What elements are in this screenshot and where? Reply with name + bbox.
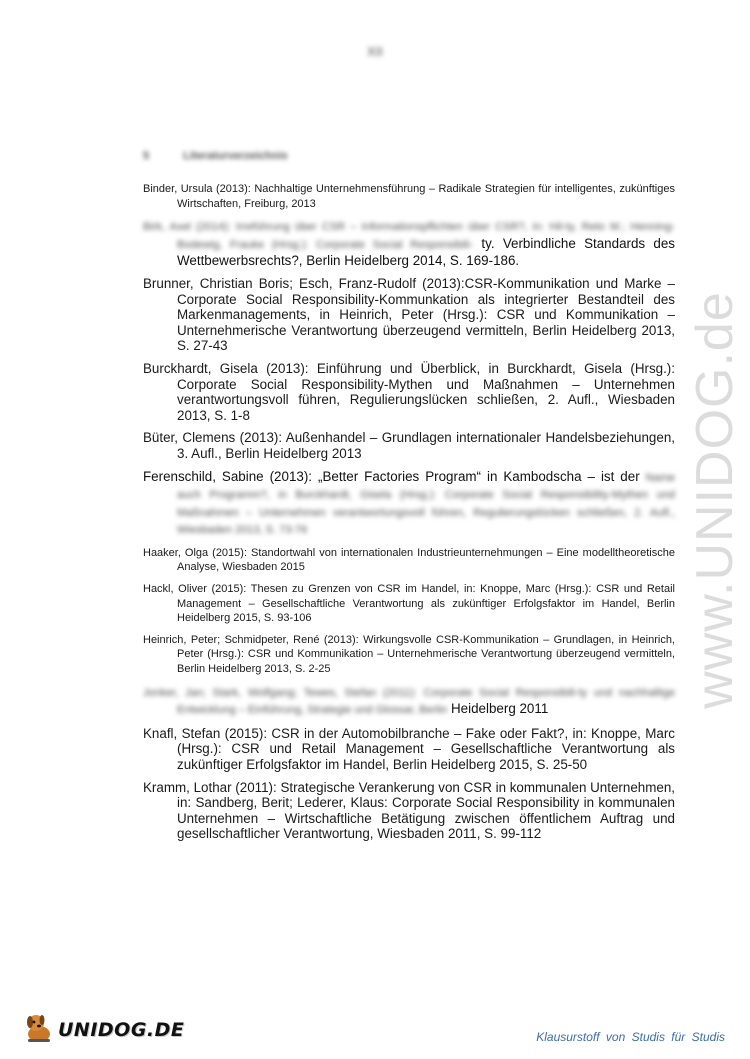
reference-blurred-part: Birk, Axel (2014): Irreführung über CSR – Informationspflichten über CSR?, in: Hil-ty, Reto M.; Henning-Bodewig, Frauke (Hrsg.): Corporate Social Responsibili- <box>143 221 675 251</box>
page-number: XII <box>367 44 383 59</box>
reference-visible-part: Ferenschild, Sabine (2013): „Better Factories Program“ in Kambodscha – ist der <box>143 468 640 484</box>
section-heading <box>143 150 288 162</box>
reference-entry: Hackl, Oliver (2015): Thesen zu Grenzen von CSR im Handel, in: Knoppe, Marc (Hrsg.): CSR und Retail Management – Gesellschaftliche Verantwortung als zukünftiger Erfolgsfaktor im Handel, Berlin Heidelberg 2015, S. 93-106 <box>143 583 675 625</box>
reference-entry <box>143 684 675 719</box>
reference-visible-part: Heidelberg 2011 <box>451 701 549 717</box>
reference-blurred-part: Name auch Programm?, in Burckhardt, Gisela (Hrsg.): Corporate Social Responsibility-Mythen und Maßnahmen – Unternehmen verantwortungsvoll führen, Regulierungslücken schließen, 2. Aufl., Wiesbaden 2013, S. 73-76 <box>177 471 675 537</box>
reference-blurred-part: Jonker, Jan; Stark, Wolfgang; Tewes, Stefan (2011): Corporate Social Responsibili-ty und nachhaltige Entwicklung – Einführung, Strategie und Glossar, Berlin <box>143 686 675 717</box>
reference-entry: Binder, Ursula (2013): Nachhaltige Unternehmensführung – Radikale Strategien für intelligentes, zukünftiges Wirtschaften, Freiburg, 2013 <box>143 183 675 210</box>
reference-visible-part: ty. Verbindliche Standards des Wettbewerbsrechts?, Berlin Heidelberg 2014, S. 169-186. <box>177 235 675 269</box>
reference-entry: Knafl, Stefan (2015): CSR in der Automobilbranche – Fake oder Fakt?, in: Knoppe, Marc (Hrsg.): CSR und Retail Management – Gesellschaftliche Verantwortung als zukünftiger Erfolgsfaktor im Handel, Berlin Heidelberg 2015, S. 25-50 <box>143 725 675 772</box>
watermark: www.UNIDOG.de <box>686 291 744 709</box>
reference-entry: Kramm, Lothar (2011): Strategische Verankerung von CSR in kommunalen Unternehmen, in: Sandberg, Berit; Lederer, Klaus: Corporate Social Responsibility in kommunalen Unternehmen – Wirtschaftliche Betätigung zwischen öffentlichem Auftrag und gesellschaftlicher Verantwortung, Wiesbaden 2011, S. 99-112 <box>143 779 675 842</box>
unidog-logo[interactable] <box>22 1010 184 1049</box>
dog-mascot-icon <box>22 1010 56 1049</box>
reference-entry <box>143 218 675 269</box>
logo-text: UNIDOG.DE <box>58 1018 185 1041</box>
heading-title: Literaturverzeichnis <box>183 150 288 162</box>
reference-entry: Haaker, Olga (2015): Standortwahl von internationalen Industrieunternehmungen – Eine modelltheoretische Analyse, Wiesbaden 2015 <box>143 546 675 574</box>
footer-slogan: Klausurstoff von Studis für Studis <box>536 1030 725 1044</box>
reference-entry <box>143 469 675 539</box>
heading-number: 5 <box>143 150 150 162</box>
reference-entry: Heinrich, Peter; Schmidpeter, René (2013): Wirkungsvolle CSR-Kommunikation – Grundlagen, in Heinrich, Peter (Hrsg.): CSR und Kommunikation – Unternehmerische Verantwortung überzeugend vermitteln, Berlin Heidelberg 2013, S. 2-25 <box>143 633 675 676</box>
reference-entry: Büter, Clemens (2013): Außenhandel – Grundlagen internationaler Handelsbeziehungen, 3. Aufl., Berlin Heidelberg 2013 <box>143 430 675 461</box>
reference-entry: Brunner, Christian Boris; Esch, Franz-Rudolf (2013):CSR-Kommunikation und Marke – Corporate Social Responsibility-Kommunkation als integrierter Bestandteil des Markenmanagements, in Heinrich, Peter (Hrsg.): CSR und Kommunikation – Unternehmerische Verantwortung überzeugend vermitteln, Berlin Heidelberg 2013, S. 27-43 <box>143 275 675 354</box>
reference-list <box>143 182 675 849</box>
reference-entry: Burckhardt, Gisela (2013): Einführung und Überblick, in Burckhardt, Gisela (Hrsg.): Corporate Social Responsibility-Mythen und Maßnahmen – Unternehmen verantwortungsvoll führen, Regulierungslücken schließen, 2. Aufl., Wiesbaden 2013, S. 1-8 <box>143 360 675 423</box>
